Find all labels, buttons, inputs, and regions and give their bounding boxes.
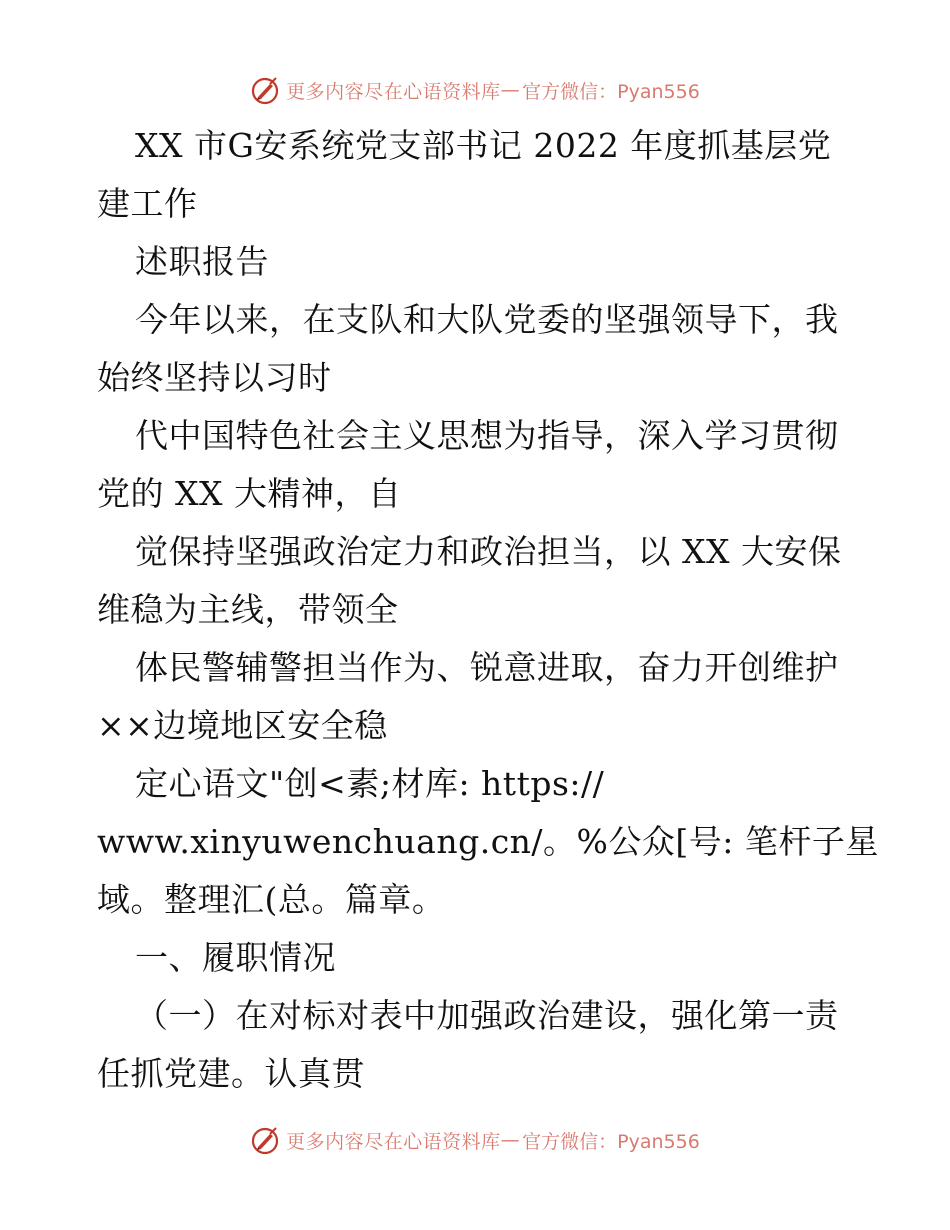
text-line: 体民警辅警担当作为、锐意进取，奋力开创维护 — [135, 648, 839, 687]
text-line: 定心语文"创<素;材库: https:// — [135, 764, 605, 803]
text-line: 觉保持坚强政治定力和政治担当，以 XX 大安保 — [135, 532, 842, 571]
text-line: 党的 XX 大精神，自 — [97, 474, 402, 513]
text-line: 任抓党建。认真贯 — [97, 1054, 365, 1093]
text-line: 述职报告 — [135, 242, 269, 281]
text-line: www.xinyuwenchuang.cn/。%公众[号: 笔杆子星 — [97, 822, 879, 861]
document-body — [97, 117, 879, 1103]
footer-watermark — [0, 1120, 950, 1160]
watermark-contact: 官方微信：Pyan556 — [522, 1130, 700, 1153]
quill-pen-logo-icon — [250, 1125, 280, 1155]
text-line: 今年以来，在支队和大队党委的坚强领导下，我 — [135, 300, 839, 339]
watermark-separator: — — [500, 79, 521, 101]
text-line: 建工作 — [97, 184, 198, 223]
watermark-separator: — — [500, 1129, 521, 1151]
text-line: 始终坚持以习时 — [97, 358, 332, 397]
text-line: 代中国特色社会主义思想为指导，深入学习贯彻 — [135, 416, 839, 455]
text-line: 域。整理汇(总。篇章。 — [97, 880, 446, 919]
text-line: 一、履职情况 — [135, 938, 336, 977]
text-line: XX 市G安系统党支部书记 2022 年度抓基层党 — [135, 126, 832, 165]
quill-pen-logo-icon — [250, 75, 280, 105]
watermark-contact: 官方微信：Pyan556 — [522, 80, 700, 103]
text-line: ××边境地区安全稳 — [97, 706, 388, 745]
watermark-text: 更多内容尽在心语资料库 — [286, 1130, 501, 1153]
header-watermark — [0, 70, 950, 110]
text-line: （一）在对标对表中加强政治建设，强化第一责 — [135, 996, 839, 1035]
watermark-text: 更多内容尽在心语资料库 — [286, 80, 501, 103]
text-line: 维稳为主线，带领全 — [97, 590, 399, 629]
